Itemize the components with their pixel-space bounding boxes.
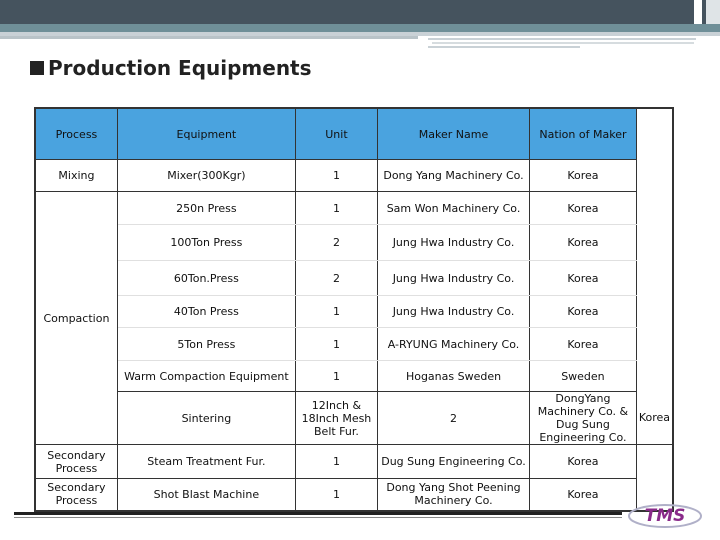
process-secondary: Secondary Process — [35, 445, 117, 479]
table-row — [35, 160, 673, 192]
cell-maker: Hoganas Sweden — [378, 361, 530, 392]
cell-equipment: 5Ton Press — [117, 328, 295, 361]
decorative-line — [432, 42, 694, 44]
process-secondary: Secondary Process — [35, 479, 117, 511]
top-band-accent — [0, 36, 418, 39]
cell-equipment: 12Inch & 18Inch Mesh Belt Fur. — [295, 392, 377, 445]
table-row — [35, 261, 673, 296]
cell-maker: Sam Won Machinery Co. — [378, 192, 530, 225]
cell-nation: Korea — [530, 296, 637, 328]
company-logo — [625, 496, 705, 534]
cell-nation: Korea — [530, 445, 637, 479]
cell-maker: A-RYUNG Machinery Co. — [378, 328, 530, 361]
top-bar-notch — [706, 0, 720, 24]
cell-unit: 1 — [295, 160, 377, 192]
cell-equipment: Shot Blast Machine — [117, 479, 295, 511]
cell-equipment: 40Ton Press — [117, 296, 295, 328]
table-row — [35, 328, 673, 361]
process-mixing: Mixing — [35, 160, 117, 192]
cell-nation: Korea — [530, 479, 637, 511]
decorative-line — [428, 46, 580, 48]
cell-unit: 1 — [295, 192, 377, 225]
cell-maker: Dug Sung Engineering Co. — [378, 445, 530, 479]
cell-equipment: Warm Compaction Equipment — [117, 361, 295, 392]
page-title — [30, 56, 312, 80]
cell-maker: Jung Hwa Industry Co. — [378, 296, 530, 328]
cell-nation: Korea — [530, 225, 637, 261]
cell-unit: 2 — [295, 225, 377, 261]
table-row — [35, 296, 673, 328]
cell-unit: 2 — [295, 261, 377, 296]
cell-nation: Korea — [530, 192, 637, 225]
table-header-row — [35, 108, 673, 160]
table-row — [35, 479, 673, 511]
cell-nation: Korea — [530, 328, 637, 361]
cell-maker: Jung Hwa Industry Co. — [378, 261, 530, 296]
cell-equipment: 250n Press — [117, 192, 295, 225]
cell-unit: 1 — [295, 479, 377, 511]
cell-maker: Jung Hwa Industry Co. — [378, 225, 530, 261]
process-compaction: Compaction — [35, 192, 117, 445]
table-row — [35, 445, 673, 479]
cell-unit: 1 — [295, 296, 377, 328]
cell-nation: Korea — [530, 261, 637, 296]
header-unit: Unit — [295, 108, 377, 160]
cell-unit: 1 — [295, 328, 377, 361]
top-band — [0, 24, 720, 32]
footer-divider — [14, 512, 622, 515]
cell-unit: 1 — [295, 445, 377, 479]
cell-nation: Korea — [530, 160, 637, 192]
table-row — [35, 392, 673, 445]
header-nation: Nation of Maker — [530, 108, 637, 160]
table-row — [35, 225, 673, 261]
top-bar — [0, 0, 720, 24]
footer-divider-thin — [14, 517, 622, 518]
cell-unit: 1 — [295, 361, 377, 392]
cell-equipment: 60Ton.Press — [117, 261, 295, 296]
table-row — [35, 192, 673, 225]
header-maker-name: Maker Name — [378, 108, 530, 160]
cell-maker: Dong Yang Machinery Co. — [378, 160, 530, 192]
cell-maker: Dong Yang Shot Peening Machinery Co. — [378, 479, 530, 511]
top-bar-notch — [694, 0, 702, 24]
cell-equipment: Mixer(300Kgr) — [117, 160, 295, 192]
equipment-table — [34, 107, 674, 512]
table-row — [35, 361, 673, 392]
header-equipment: Equipment — [117, 108, 295, 160]
cell-nation: Sweden — [530, 361, 637, 392]
cell-maker: DongYang Machinery Co. & Dug Sung Engineering Co. — [530, 392, 637, 445]
logo-text: TMS — [644, 506, 686, 526]
page-title-text: Production Equipments — [48, 56, 312, 80]
square-bullet-icon — [30, 61, 44, 75]
cell-equipment: 100Ton Press — [117, 225, 295, 261]
cell-equipment: Steam Treatment Fur. — [117, 445, 295, 479]
cell-nation: Korea — [636, 392, 673, 445]
process-sintering: Sintering — [117, 392, 295, 445]
cell-unit: 2 — [378, 392, 530, 445]
header-process: Process — [35, 108, 117, 160]
decorative-line — [428, 38, 696, 40]
